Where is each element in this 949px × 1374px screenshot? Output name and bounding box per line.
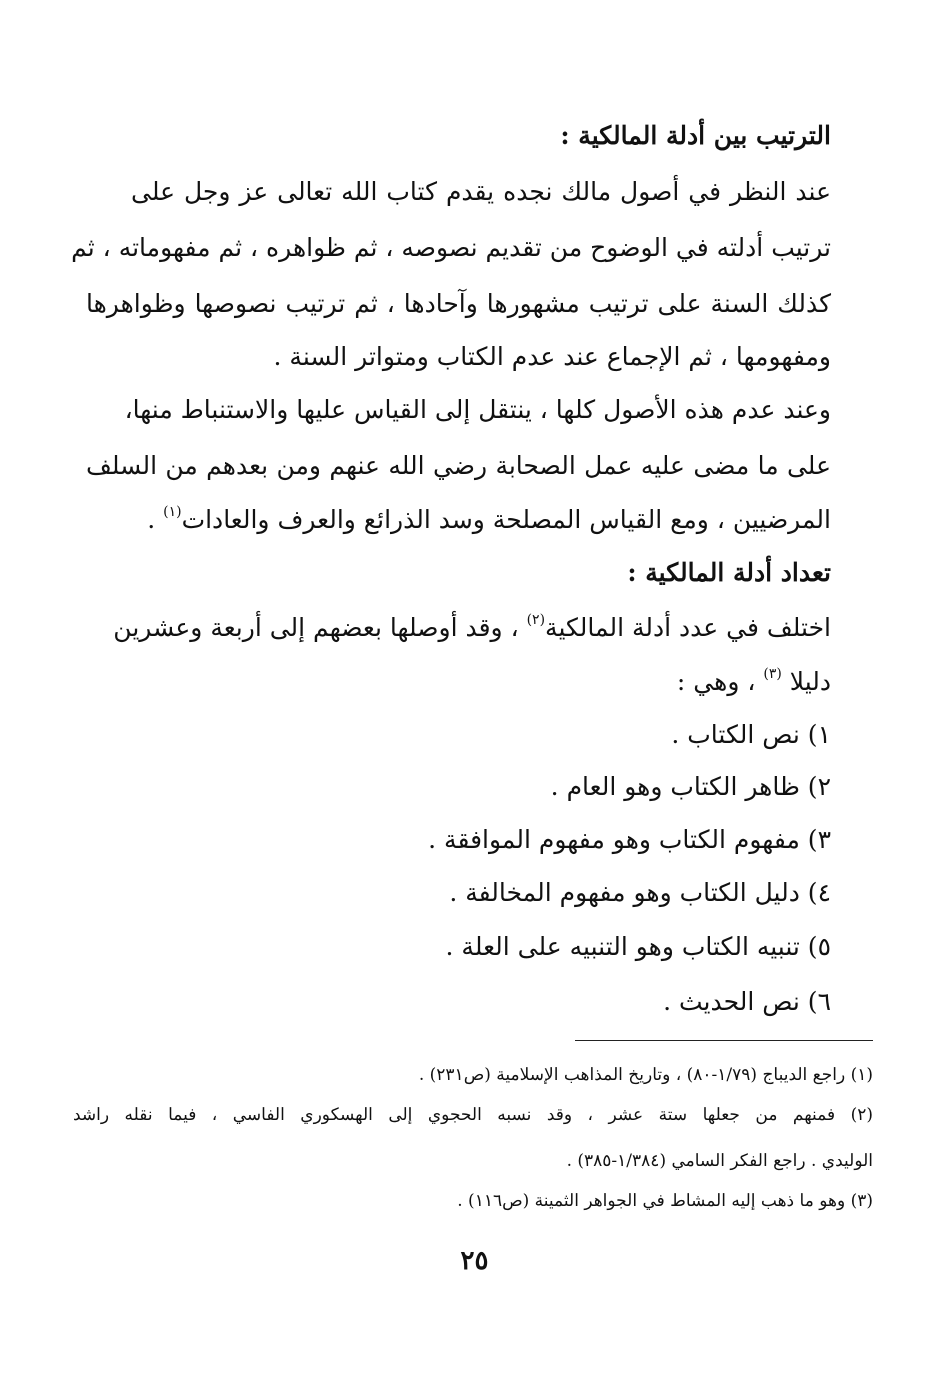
- list-item: ٣) مفهوم الكتاب وهو مفهوم الموافقة .: [428, 825, 831, 854]
- footnote-3: (٣) وهو ما ذهب إليه المشاط في الجواهر الثمينة (ص١١٦) .: [457, 1191, 873, 1211]
- paragraph-text: المرضيين ، ومع القياس المصلحة وسد الذرائع والعرف والعادات: [181, 505, 831, 534]
- list-item: ٥) تنبيه الكتاب وهو التنبيه على العلة .: [445, 932, 831, 961]
- paragraph-line: ومفهومها ، ثم الإجماع عند عدم الكتاب ومتواتر السنة .: [273, 342, 831, 371]
- footnote-ref-2: (٢): [526, 612, 546, 628]
- paragraph-line-with-ref: [86, 500, 831, 540]
- list-item: ٤) دليل الكتاب وهو مفهوم المخالفة .: [449, 878, 831, 907]
- paragraph-text: ، وقد أوصلها بعضهم إلى أربعة وعشرين: [113, 613, 527, 642]
- paragraph-line: عند النظر في أصول مالك نجده يقدم كتاب الله تعالى عز وجل على: [131, 177, 831, 206]
- paragraph-line-with-ref: [113, 608, 831, 648]
- footnote-divider: [575, 1040, 873, 1041]
- paragraph-text: اختلف في عدد أدلة المالكية: [545, 613, 831, 642]
- paragraph-line: على ما مضى عليه عمل الصحابة رضي الله عنهم ومن بعدهم من السلف: [86, 451, 831, 480]
- footnote-1: (١) راجع الديباج (١/٧٩-٨٠) ، وتاريخ المذاهب الإسلامية (ص٢٣١) .: [418, 1065, 873, 1085]
- paragraph-line: كذلك السنة على ترتيب مشهورها وآحادها ، ثم ترتيب نصوصها وظواهرها: [86, 289, 831, 318]
- page-number: ٢٥: [460, 1246, 489, 1276]
- paragraph-end: .: [147, 505, 164, 534]
- section-heading-enumeration: تعداد أدلة المالكية :: [627, 558, 831, 587]
- paragraph-line: وعند عدم هذه الأصول كلها ، ينتقل إلى القياس عليها والاستنباط منها،: [124, 395, 831, 424]
- footnote-2-line: الوليدي . راجع الفكر السامي (١/٣٨٤-٣٨٥) .: [566, 1151, 873, 1171]
- list-item: ٢) ظاهر الكتاب وهو العام .: [550, 772, 831, 801]
- paragraph-text: دليلا: [781, 667, 831, 696]
- list-item: ١) نص الكتاب .: [671, 720, 831, 749]
- paragraph-line: ترتيب أدلته في الوضوح من تقديم نصوصه ، ثم ظواهره ، ثم مفهوماته ، ثم: [71, 233, 831, 262]
- footnote-2-line: (٢) فمنهم من جعلها ستة عشر ، وقد نسبه الحجوي إلى الهسكوري الفاسي ، فيما نقله راشد: [73, 1105, 873, 1125]
- list-item: ٦) نص الحديث .: [663, 987, 831, 1016]
- paragraph-text: ، وهي :: [676, 667, 764, 696]
- footnote-ref-3: (٣): [763, 666, 782, 682]
- section-heading-ordering: الترتيب بين أدلة المالكية :: [560, 121, 831, 150]
- paragraph-line-with-ref: [86, 662, 831, 702]
- footnote-ref-1: (١): [163, 504, 182, 520]
